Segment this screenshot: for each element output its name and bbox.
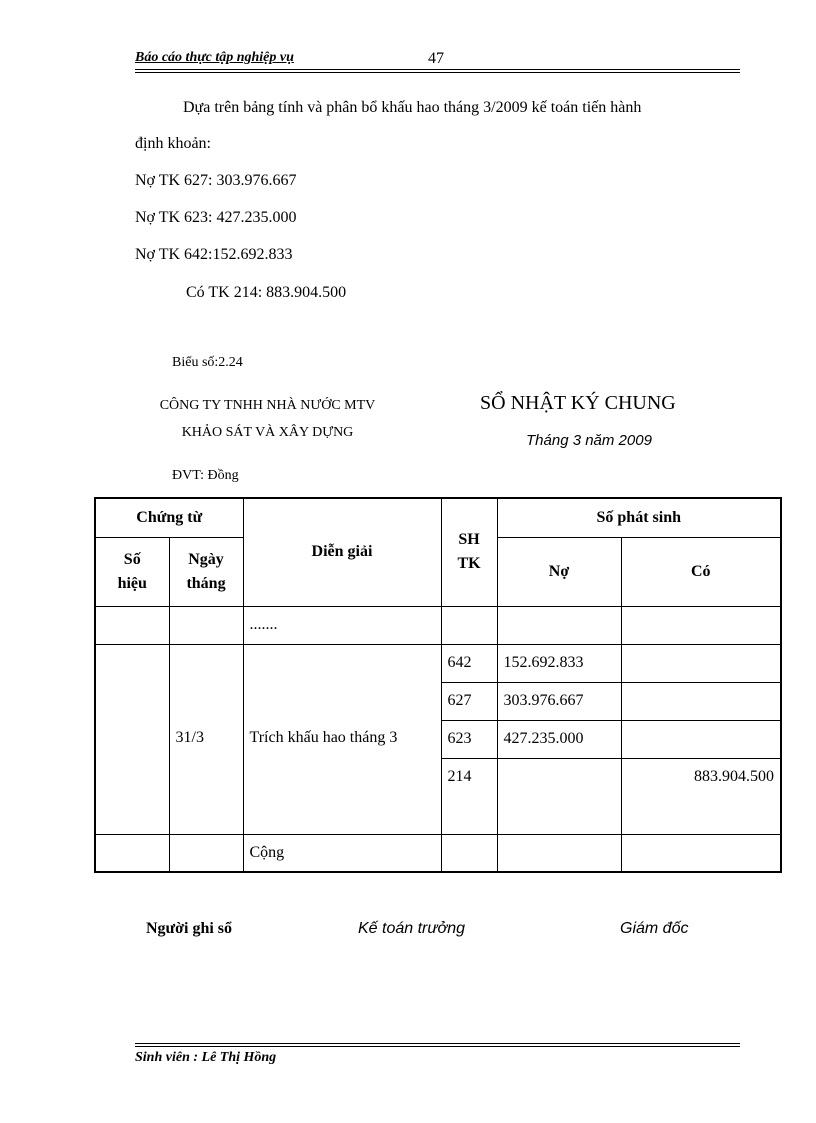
cell-date (169, 834, 243, 872)
header-date-line1: Ngày (188, 550, 224, 568)
footer-student: Sinh viên : Lê Thị Hồng (135, 1050, 277, 1065)
header-credit: Có (621, 537, 781, 606)
cell-debit (497, 606, 621, 644)
journal-table (94, 497, 782, 873)
cell-debit: 152.692.833 (497, 644, 621, 682)
cell-number (95, 606, 169, 644)
report-header-title: Báo cáo thực tập nghiệp vụ (135, 50, 294, 65)
ledger-month: Tháng 3 năm 2009 (526, 432, 652, 449)
cell-account (441, 834, 497, 872)
cell-credit: 883.904.500 (621, 758, 781, 834)
footer-rule-top (135, 1043, 740, 1044)
cell-entry-date: 31/3 (169, 644, 243, 834)
cell-date (169, 606, 243, 644)
table-row-total (95, 834, 781, 872)
table-row (95, 644, 781, 682)
cell-account: 214 (441, 758, 497, 834)
signature-chief-accountant: Kế toán trưởng (358, 920, 465, 937)
company-name-line1: CÔNG TY TNHH NHÀ NƯỚC MTV (159, 398, 376, 413)
header-number-line2: hiệu (117, 574, 147, 592)
entry-debit-627: Nợ TK 627: 303.976.667 (135, 172, 297, 189)
cell-credit (621, 682, 781, 720)
company-name-line2: KHẢO SÁT VÀ XÂY DỰNG (181, 425, 354, 440)
cell-debit: 427.235.000 (497, 720, 621, 758)
cell-debit (497, 758, 621, 834)
cell-account: 623 (441, 720, 497, 758)
footer-rule-bottom (135, 1046, 740, 1047)
header-amounts: Số phát sinh (497, 498, 781, 537)
cell-ellipsis: ....... (243, 606, 441, 644)
signature-recorder: Người ghi sổ (146, 920, 233, 937)
cell-total-label: Cộng (243, 834, 441, 872)
entry-debit-623: Nợ TK 623: 427.235.000 (135, 209, 297, 226)
cell-number (95, 644, 169, 834)
header-number (95, 537, 169, 606)
header-description: Diễn giải (243, 498, 441, 606)
intro-paragraph-cont: định khoản: (135, 135, 211, 152)
currency-unit: ĐVT: Đồng (172, 468, 239, 483)
header-account-line1: SH (458, 531, 480, 549)
header-number-line1: Số (123, 550, 141, 568)
table-row (95, 606, 781, 644)
cell-account: 627 (441, 682, 497, 720)
cell-credit (621, 834, 781, 872)
cell-number (95, 834, 169, 872)
cell-entry-description: Trích khấu hao tháng 3 (243, 644, 441, 834)
cell-account (441, 606, 497, 644)
cell-credit (621, 720, 781, 758)
header-date (169, 537, 243, 606)
cell-debit (497, 834, 621, 872)
header-debit: Nợ (497, 537, 621, 606)
header-voucher: Chứng từ (95, 498, 243, 537)
ledger-title: SỔ NHẬT KÝ CHUNG (480, 392, 676, 414)
signature-director: Giám đốc (620, 920, 689, 937)
cell-credit (621, 644, 781, 682)
cell-account: 642 (441, 644, 497, 682)
entry-debit-642: Nợ TK 642:152.692.833 (135, 246, 293, 263)
page-number: 47 (428, 50, 444, 67)
cell-debit: 303.976.667 (497, 682, 621, 720)
header-rule-bottom (135, 72, 740, 73)
header-account-line2: TK (457, 555, 481, 573)
cell-credit (621, 606, 781, 644)
intro-paragraph: Dựa trên bảng tính và phân bổ khấu hao tháng 3/2009 kế toán tiến hành (183, 99, 642, 116)
header-rule-top (135, 69, 740, 70)
header-date-line2: tháng (186, 574, 226, 592)
form-number-label: Biểu số:2.24 (172, 355, 243, 370)
entry-credit-214: Có TK 214: 883.904.500 (186, 284, 347, 301)
header-account (441, 498, 497, 606)
